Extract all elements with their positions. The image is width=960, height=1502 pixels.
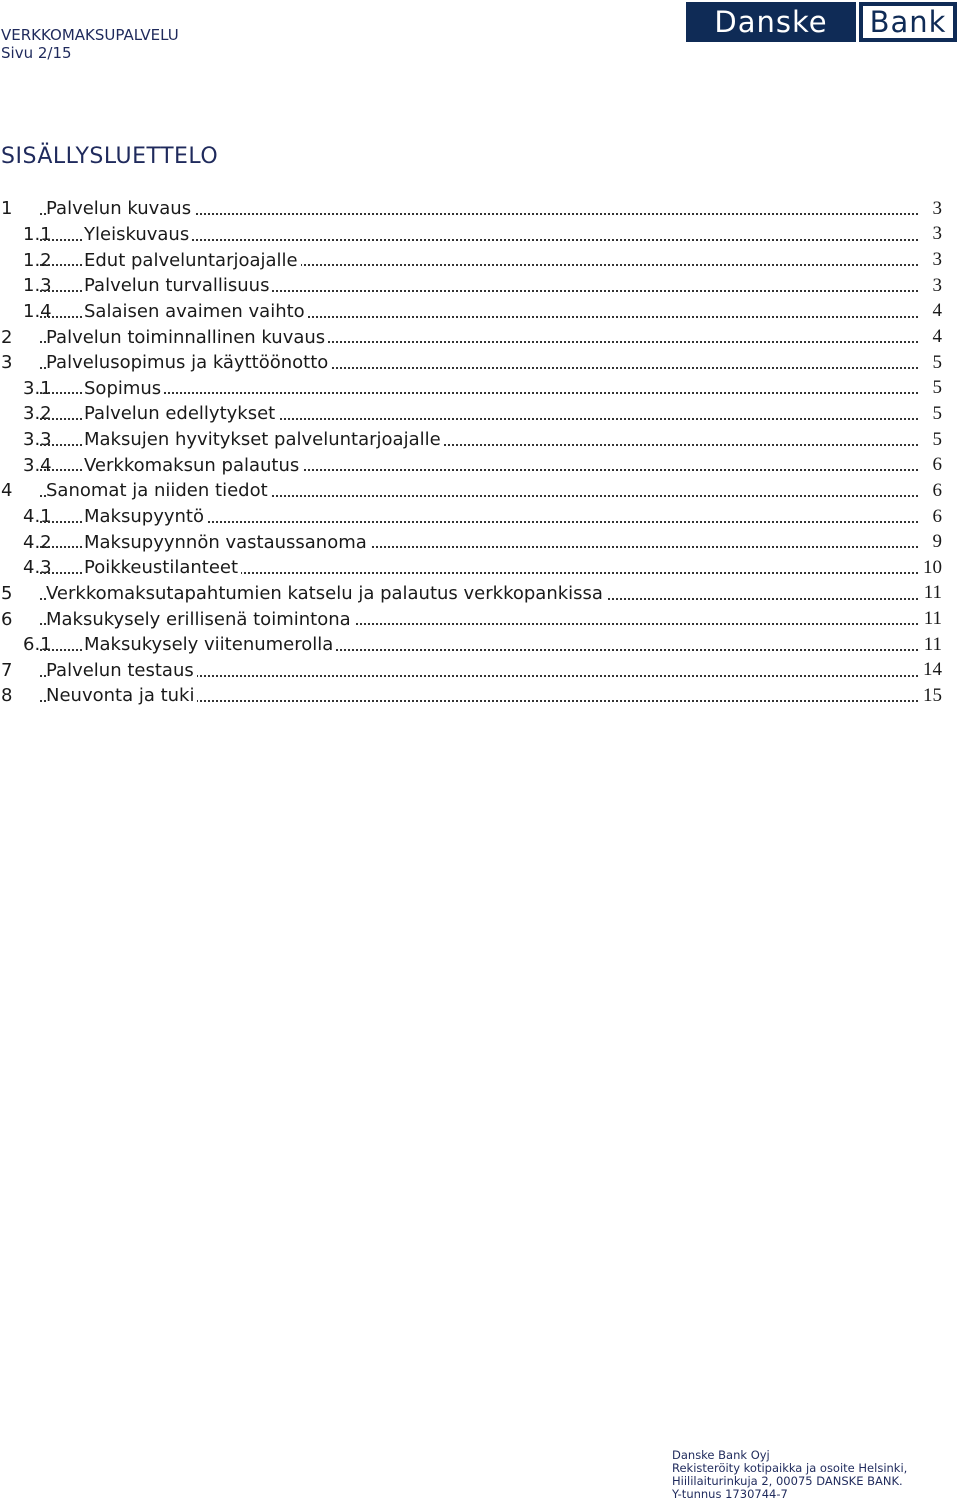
toc-entry[interactable]: [0, 401, 942, 427]
toc-entry[interactable]: [0, 273, 942, 299]
toc-entry-title: Maksujen hyvitykset palveluntarjoajalle: [84, 429, 444, 450]
toc-entry-title: Maksupyynnön vastaussanoma: [84, 532, 370, 553]
toc-entry-page: 5: [918, 352, 942, 374]
page-indicator: Sivu 2/15: [1, 44, 72, 62]
toc-entry-number: 4.2: [23, 531, 52, 553]
toc-entry-number: 3.2: [23, 403, 52, 425]
toc-entry-title: Verkkomaksutapahtumien katselu ja palautus verkkopankissa: [46, 583, 606, 604]
toc-entry-page: 3: [918, 198, 942, 220]
toc-entry[interactable]: [0, 324, 942, 350]
toc-entry[interactable]: [0, 632, 942, 658]
toc-entry-page: 4: [918, 300, 942, 322]
toc-entry-title: Verkkomaksun palautus: [84, 455, 302, 476]
toc-entry-page: 3: [918, 275, 942, 297]
toc-entry-number: 3: [1, 352, 13, 374]
footer-business-id: Y-tunnus 1730744-7: [672, 1487, 788, 1501]
toc-entry-page: 6: [918, 454, 942, 476]
toc-entry[interactable]: [0, 375, 942, 401]
toc-entry-title: Palvelun turvallisuus: [84, 275, 272, 296]
toc-entry[interactable]: [0, 427, 942, 453]
toc-entry-title: Maksukysely viitenumerolla: [84, 634, 336, 655]
toc-entry-number: 1.2: [23, 249, 52, 271]
toc-dot-leader: [40, 392, 918, 394]
toc-entry-number: 7: [1, 659, 13, 681]
toc-entry-page: 6: [918, 506, 942, 528]
toc-entry[interactable]: [0, 606, 942, 632]
toc-entry-title: Maksupyyntö: [84, 506, 207, 527]
toc-entry-title: Salaisen avaimen vaihto: [84, 301, 308, 322]
toc-entry-page: 3: [918, 223, 942, 245]
toc-entry[interactable]: [0, 581, 942, 607]
toc-entry-title: Palvelun toiminnallinen kuvaus: [46, 327, 328, 348]
document-title: VERKKOMAKSUPALVELU: [1, 26, 179, 44]
toc-entry[interactable]: [0, 222, 942, 248]
toc-entry-title: Palvelusopimus ja käyttöönotto: [46, 352, 331, 373]
toc-entry[interactable]: [0, 247, 942, 273]
toc-entry-number: 4.3: [23, 557, 52, 579]
toc-entry-page: 4: [918, 326, 942, 348]
toc-entry-page: 14: [918, 659, 942, 681]
logo-bank-text: Bank: [863, 6, 953, 38]
toc-entry-page: 11: [918, 608, 942, 630]
toc-entry-number: 3.3: [23, 429, 52, 451]
footer: [672, 1449, 907, 1501]
toc-entry-number: 3.4: [23, 454, 52, 476]
toc-entry-page: 3: [918, 249, 942, 271]
toc-entry-title: Poikkeustilanteet: [84, 557, 241, 578]
toc-entry-number: 2: [1, 326, 13, 348]
toc-entry-page: 10: [918, 557, 942, 579]
danske-bank-logo: [686, 2, 957, 42]
toc-entry-title: Sopimus: [84, 378, 164, 399]
toc-entry-number: 1: [1, 198, 13, 220]
toc-entry-number: 6: [1, 608, 13, 630]
toc-entry-number: 1.4: [23, 300, 52, 322]
document-header: [1, 26, 179, 62]
toc-entry-number: 1.3: [23, 275, 52, 297]
toc-entry[interactable]: [0, 299, 942, 325]
toc-entry[interactable]: [0, 555, 942, 581]
toc-entry-page: 5: [918, 377, 942, 399]
toc-entry[interactable]: [0, 452, 942, 478]
footer-address-2: Hiililaiturinkuja 2, 00075 DANSKE BANK.: [672, 1474, 903, 1488]
toc-title: SISÄLLYSLUETTELO: [1, 144, 219, 169]
toc-entry-number: 3.1: [23, 377, 52, 399]
toc-entry-title: Neuvonta ja tuki: [46, 685, 197, 706]
toc-entry-page: 5: [918, 403, 942, 425]
toc-entry[interactable]: [0, 350, 942, 376]
toc-entry-number: 4: [1, 480, 13, 502]
toc-entry-page: 11: [918, 634, 942, 656]
toc-entry-number: 5: [1, 582, 13, 604]
toc-entry-title: Yleiskuvaus: [84, 224, 192, 245]
toc-entry-number: 8: [1, 685, 13, 707]
toc-entry[interactable]: [0, 658, 942, 684]
toc-entry-title: Edut palveluntarjoajalle: [84, 250, 301, 271]
toc-entry[interactable]: [0, 683, 942, 709]
toc-entry-page: 5: [918, 429, 942, 451]
footer-address-1: Rekisteröity kotipaikka ja osoite Helsinki,: [672, 1461, 908, 1475]
toc-entry-page: 9: [918, 531, 942, 553]
toc-entry-page: 15: [918, 685, 942, 707]
toc-entry-number: 6.1: [23, 634, 52, 656]
toc-entry[interactable]: [0, 478, 942, 504]
logo-bank-block: [859, 2, 957, 42]
table-of-contents: [0, 196, 942, 709]
toc-entry-title: Palvelun kuvaus: [46, 198, 194, 219]
logo-danske-block: Danske: [686, 2, 856, 42]
toc-entry-number: 1.1: [23, 223, 52, 245]
toc-entry[interactable]: [0, 504, 942, 530]
footer-company: Danske Bank Oyj: [672, 1448, 770, 1462]
toc-entry[interactable]: [0, 196, 942, 222]
toc-entry-number: 4.1: [23, 506, 52, 527]
toc-entry-page: 6: [918, 480, 942, 502]
toc-entry-title: Maksukysely erillisenä toimintona: [46, 609, 354, 630]
toc-entry-title: Palvelun testaus: [46, 660, 197, 681]
toc-entry[interactable]: [0, 529, 942, 555]
toc-entry-title: Sanomat ja niiden tiedot: [46, 480, 271, 501]
toc-entry-title: Palvelun edellytykset: [84, 403, 278, 424]
toc-entry-page: 11: [918, 582, 942, 604]
